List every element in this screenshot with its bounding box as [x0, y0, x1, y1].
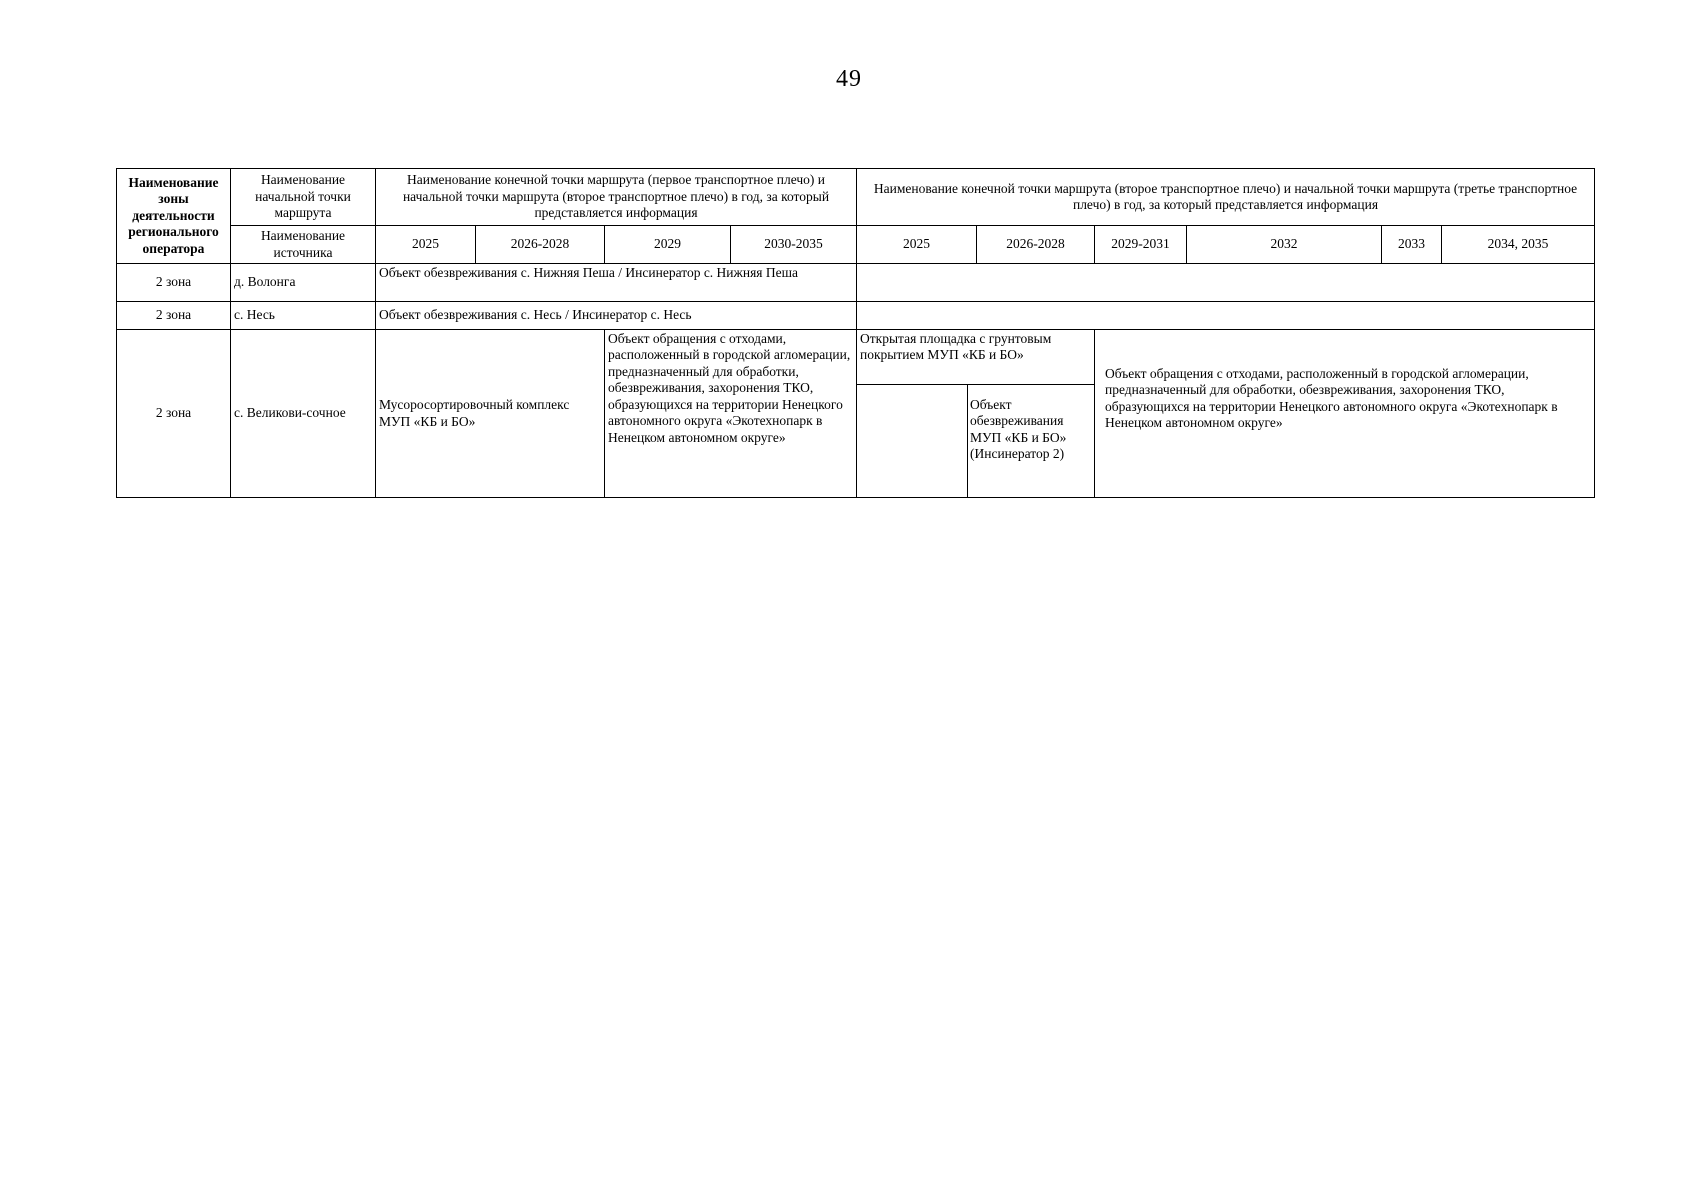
cell-leg2-open-site: Открытая площадка с грунтовым покрытием МУП «КБ и БО» — [857, 330, 1094, 385]
year-leg1-2025: 2025 — [376, 226, 476, 264]
year-leg2-2034-2035: 2034, 2035 — [1442, 226, 1595, 264]
cell-leg1-ecotechnopark: Объект обращения с отходами, расположенный в городской агломерации, предназначенный для обработки, обезвреживания, захоронения ТКО, образующихся на территории Ненецкого автономного округа «Экотехнопарк в Ненецком автономном округе» — [605, 330, 857, 498]
year-leg2-2025: 2025 — [857, 226, 977, 264]
year-leg1-2026-2028: 2026-2028 — [476, 226, 605, 264]
header-zone: Наименование зоны деятельности регионального оператора — [117, 169, 231, 264]
year-leg1-2029: 2029 — [605, 226, 731, 264]
header-leg2: Наименование конечной точки маршрута (второе транспортное плечо) и начальной точки маршрута (третье транспортное плечо) в год, за который представляется информация — [857, 169, 1595, 226]
cell-zone: 2 зона — [117, 302, 231, 330]
route-table — [116, 168, 1595, 498]
cell-zone: 2 зона — [117, 264, 231, 302]
cell-start: с. Великови-сочное — [231, 330, 376, 498]
header-start-point: Наименование начальной точки маршрута — [231, 169, 376, 226]
cell-leg2-split — [857, 330, 1095, 498]
cell-leg2-empty — [857, 385, 968, 497]
cell-start: д. Волонга — [231, 264, 376, 302]
cell-leg2 — [857, 264, 1595, 302]
cell-start: с. Несь — [231, 302, 376, 330]
year-leg2-2026-2028: 2026-2028 — [977, 226, 1095, 264]
year-leg2-2029-2031: 2029-2031 — [1095, 226, 1187, 264]
cell-zone: 2 зона — [117, 330, 231, 498]
header-row-2 — [117, 226, 1595, 264]
page-number: 49 — [836, 66, 862, 92]
header-leg1: Наименование конечной точки маршрута (первое транспортное плечо) и начальной точки маршрута (второе транспортное плечо) в год, за который представляется информация — [376, 169, 857, 226]
year-leg2-2033: 2033 — [1382, 226, 1442, 264]
year-leg1-2030-2035: 2030-2035 — [731, 226, 857, 264]
table-row — [117, 302, 1595, 330]
cell-leg2-incinerator: Объект обезвреживания МУП «КБ и БО» (Инсинератор 2) — [970, 397, 1067, 462]
table-row — [117, 330, 1595, 498]
header-source: Наименование источника — [231, 226, 376, 264]
cell-leg2 — [857, 302, 1595, 330]
cell-leg1: Объект обезвреживания с. Нижняя Пеша / Инсинератор с. Нижняя Пеша — [376, 264, 857, 302]
table-row — [117, 264, 1595, 302]
year-leg2-2032: 2032 — [1187, 226, 1382, 264]
cell-leg1: Объект обезвреживания с. Несь / Инсинератор с. Несь — [376, 302, 857, 330]
header-row-1 — [117, 169, 1595, 226]
cell-leg2-ecotechnopark: Объект обращения с отходами, расположенный в городской агломерации, предназначенный для обработки, обезвреживания, захоронения ТКО, образующихся на территории Ненецкого автономного округа «Экотехнопарк в Ненецком автономном округе» — [1095, 330, 1595, 498]
cell-leg1-sorting-complex: Мусоросортировочный комплекс МУП «КБ и БО» — [376, 330, 605, 498]
